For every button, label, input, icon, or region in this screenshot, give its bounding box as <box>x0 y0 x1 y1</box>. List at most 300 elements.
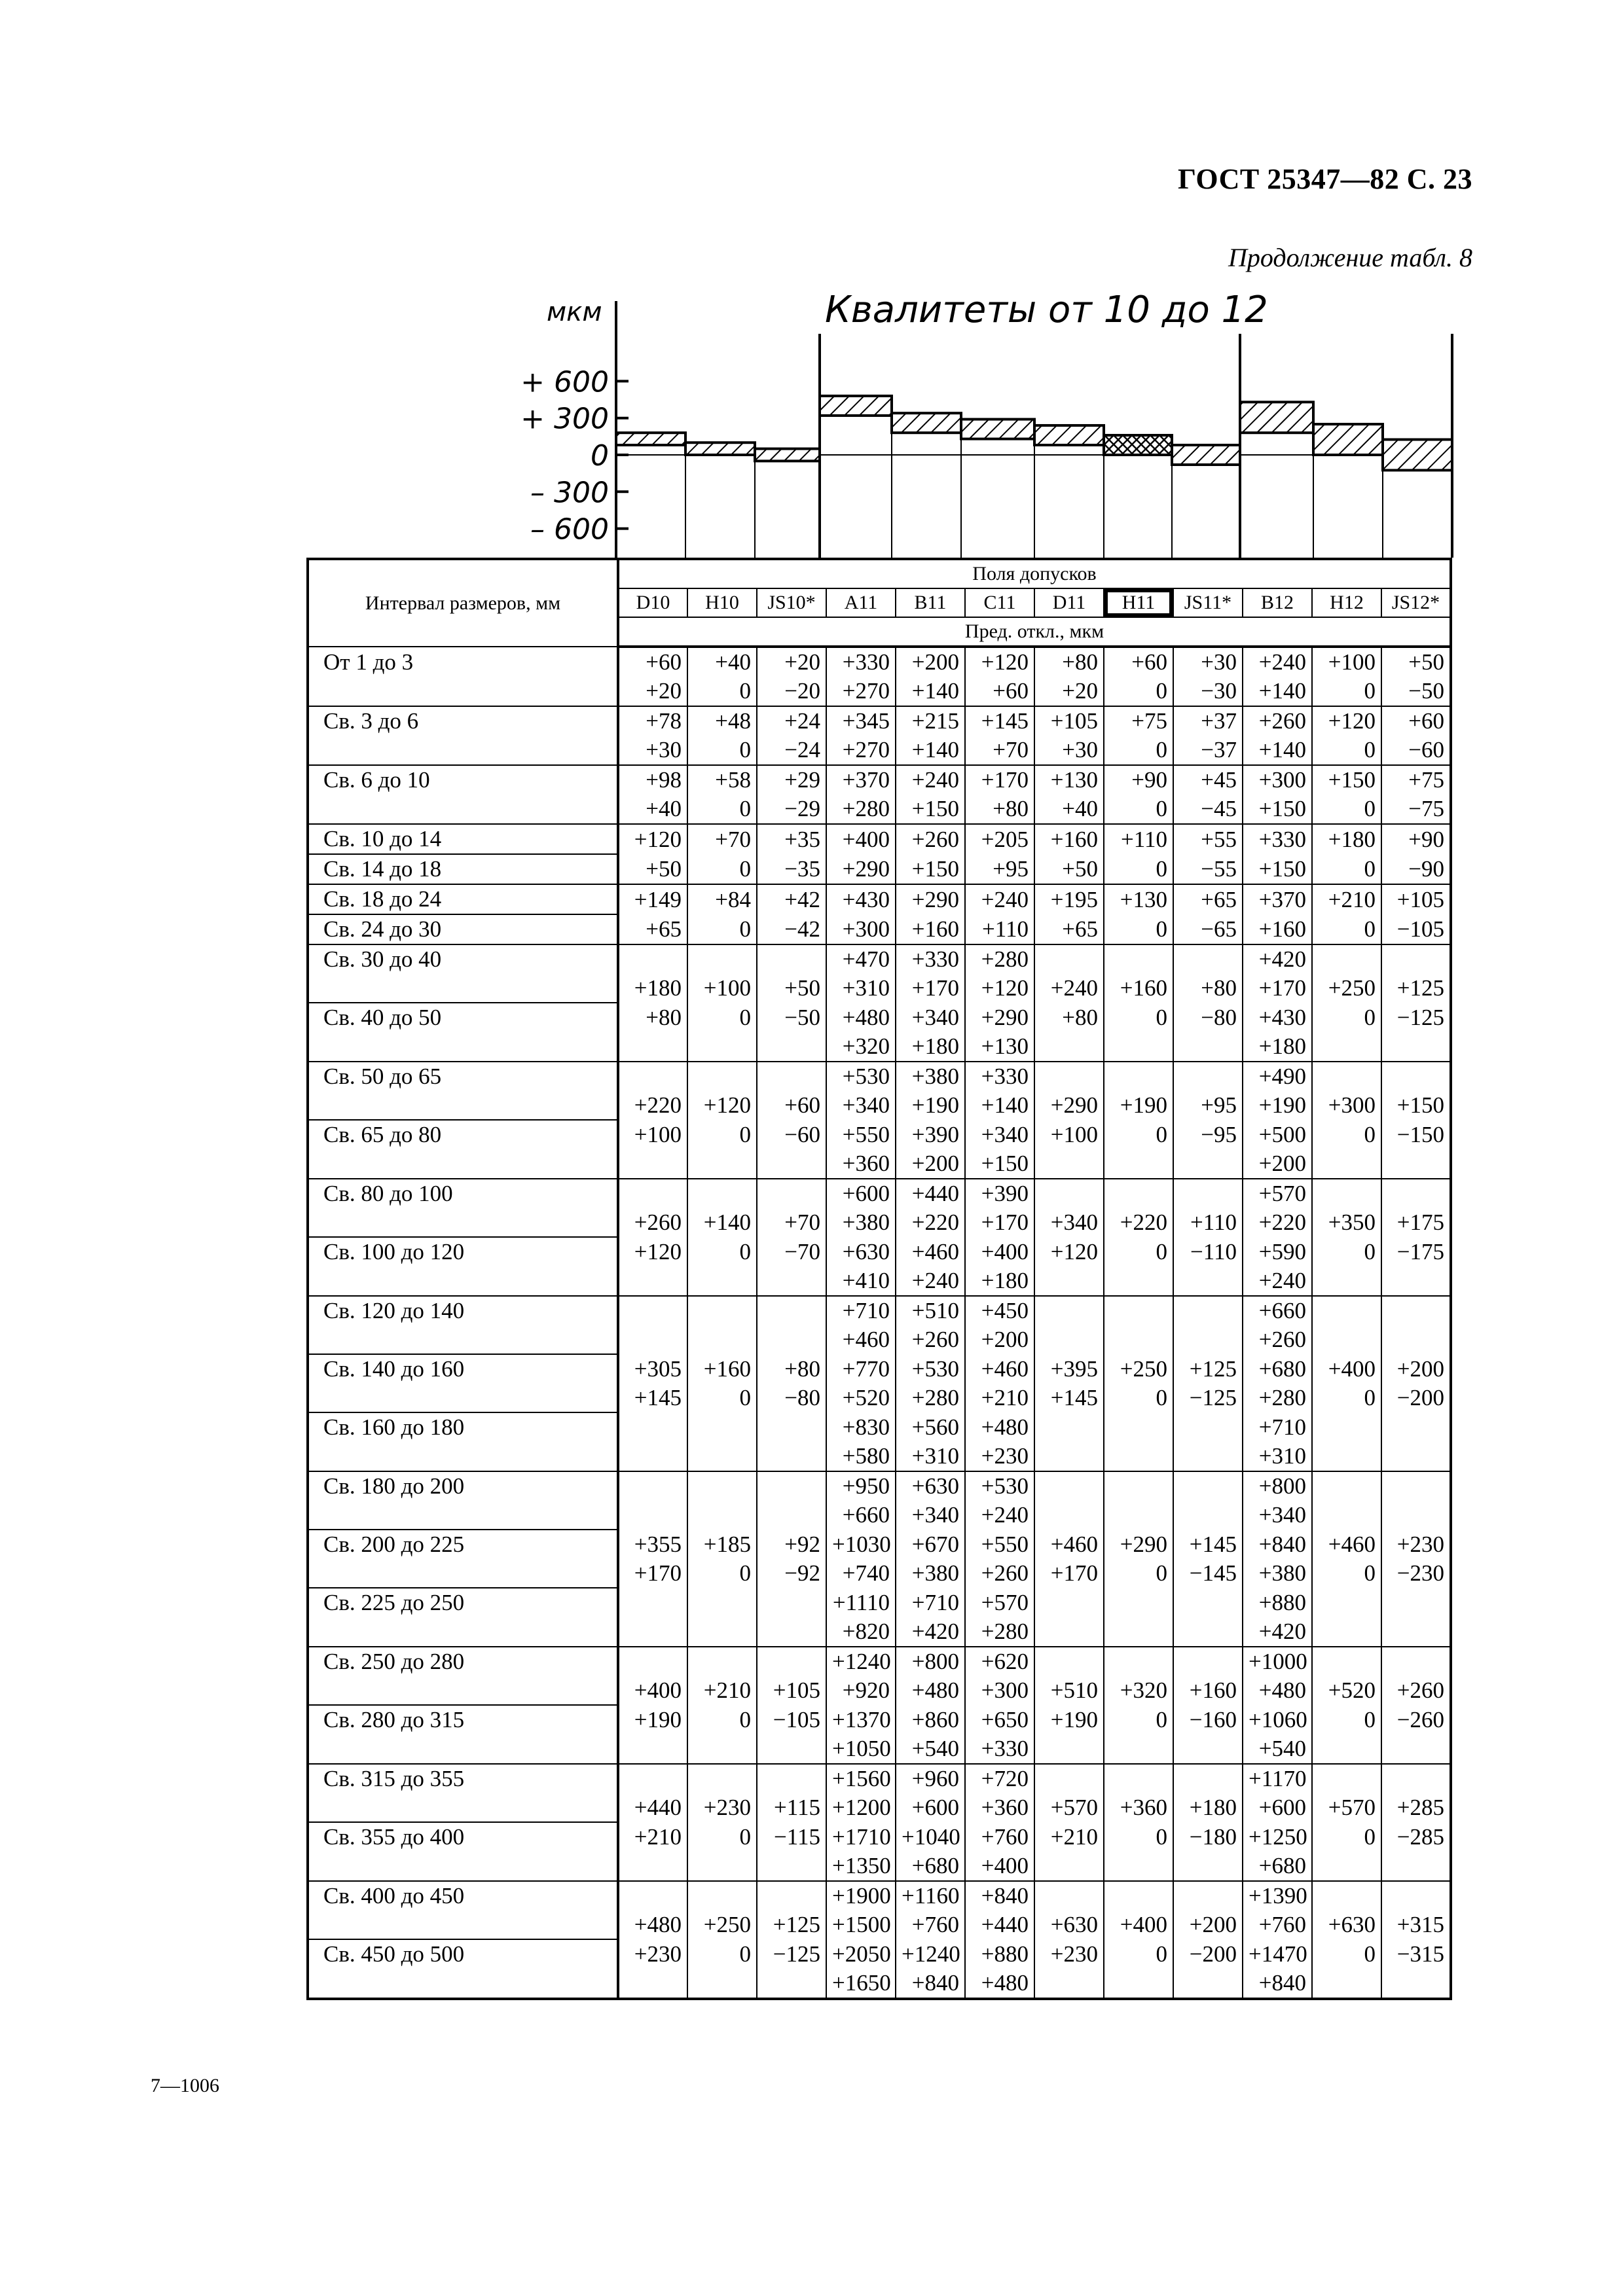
deviation-cell: +140 <box>896 736 965 765</box>
deviation-cell: 0 <box>1312 1237 1381 1266</box>
deviation-cell: +480 <box>618 1910 687 1939</box>
deviation-cell: +560 <box>896 1412 965 1442</box>
deviation-cell: +200 <box>1381 1354 1451 1384</box>
deviation-cell <box>1034 1764 1104 1793</box>
deviation-cell: +710 <box>826 1296 896 1325</box>
deviation-cell: +160 <box>1243 914 1312 944</box>
deviation-cell <box>1173 1764 1243 1793</box>
deviation-cell: +290 <box>896 884 965 914</box>
deviation-cell: +860 <box>896 1705 965 1734</box>
deviation-cell: +145 <box>1034 1384 1104 1412</box>
deviation-cell <box>1173 1881 1243 1910</box>
deviation-cell <box>1381 1852 1451 1881</box>
deviation-cell: +285 <box>1381 1793 1451 1822</box>
deviation-cell: −115 <box>757 1822 826 1852</box>
interval-label: Св. 24 до 30 <box>308 914 618 944</box>
deviation-cell: +630 <box>1312 1910 1381 1939</box>
table-row <box>308 1032 1451 1062</box>
deviation-cell <box>1104 1852 1173 1881</box>
deviation-cell: +130 <box>1104 884 1173 914</box>
deviation-cell: +1200 <box>826 1793 896 1822</box>
deviation-cell <box>757 1764 826 1793</box>
deviation-cell <box>1312 1266 1381 1296</box>
deviation-cell: −110 <box>1173 1237 1243 1266</box>
deviation-cell <box>1173 1266 1243 1296</box>
deviation-cell: −285 <box>1381 1822 1451 1852</box>
deviation-cell <box>1104 1471 1173 1501</box>
deviation-cell <box>1034 1852 1104 1881</box>
deviation-cell: −70 <box>757 1237 826 1266</box>
deviation-cell: 0 <box>1104 854 1173 884</box>
deviation-cell: +400 <box>618 1676 687 1705</box>
table-row <box>308 1530 1451 1559</box>
deviation-cell <box>618 1881 687 1910</box>
deviation-cell: +60 <box>1381 706 1451 736</box>
deviation-cell: +60 <box>965 677 1034 706</box>
deviation-cell: +660 <box>1243 1296 1312 1325</box>
deviation-cell: +58 <box>687 765 757 795</box>
deviation-cell: +120 <box>1034 1237 1104 1266</box>
interval-label <box>308 1501 618 1530</box>
deviation-cell: +1050 <box>826 1734 896 1764</box>
table-row <box>308 1325 1451 1354</box>
deviation-cell <box>1104 1325 1173 1354</box>
deviation-cell: +820 <box>826 1617 896 1647</box>
deviation-cell <box>687 1588 757 1617</box>
deviation-cell: +880 <box>965 1939 1034 1969</box>
deviation-cell: +490 <box>1243 1062 1312 1091</box>
deviation-cell: +180 <box>896 1032 965 1062</box>
deviation-cell: +320 <box>1104 1676 1173 1705</box>
deviation-cell: +380 <box>896 1559 965 1588</box>
deviation-cell: −92 <box>757 1559 826 1588</box>
deviation-cell <box>1104 1617 1173 1647</box>
deviation-cell: +800 <box>896 1647 965 1676</box>
deviation-cell: −105 <box>757 1705 826 1734</box>
deviation-cell: +460 <box>826 1325 896 1354</box>
deviation-cell <box>618 1617 687 1647</box>
deviation-cell: +680 <box>896 1852 965 1881</box>
deviation-cell <box>1034 1032 1104 1062</box>
deviation-cell: +215 <box>896 706 965 736</box>
table-row <box>308 944 1451 974</box>
deviation-cell: +205 <box>965 824 1034 854</box>
deviation-cell: +140 <box>896 677 965 706</box>
deviation-cell: 0 <box>1312 1003 1381 1032</box>
interval-label <box>308 974 618 1003</box>
table-row <box>308 1296 1451 1325</box>
interval-label: Св. 10 до 14 <box>308 824 618 854</box>
deviation-cell <box>1312 1296 1381 1325</box>
deviation-cell: +210 <box>618 1822 687 1852</box>
deviation-cell: +125 <box>757 1910 826 1939</box>
deviation-cell: +65 <box>1173 884 1243 914</box>
deviation-cell: +800 <box>1243 1471 1312 1501</box>
deviation-cell: +290 <box>965 1003 1034 1032</box>
deviation-cell: +400 <box>965 1852 1034 1881</box>
deviation-cell <box>1312 1442 1381 1471</box>
deviation-cell: +300 <box>965 1676 1034 1705</box>
deviation-cell <box>687 1647 757 1676</box>
deviation-cell <box>1173 1852 1243 1881</box>
interval-label <box>308 1617 618 1647</box>
deviation-cell <box>1173 1149 1243 1179</box>
deviation-cell: +80 <box>1034 647 1104 677</box>
deviation-cell: +160 <box>1034 824 1104 854</box>
deviation-cell: +330 <box>826 647 896 677</box>
deviation-cell: +100 <box>1034 1120 1104 1149</box>
interval-label: Св. 65 до 80 <box>308 1120 618 1149</box>
diagram-unit: мкм <box>547 297 602 327</box>
table-row <box>308 1266 1451 1296</box>
deviation-cell <box>618 1442 687 1471</box>
deviation-cell: +149 <box>618 884 687 914</box>
deviation-cell: +180 <box>1243 1032 1312 1062</box>
deviation-cell: +260 <box>1381 1676 1451 1705</box>
deviation-cell: +500 <box>1243 1120 1312 1149</box>
deviation-cell <box>618 1266 687 1296</box>
deviation-cell: −50 <box>757 1003 826 1032</box>
tolerance-field-b12 <box>1240 402 1313 433</box>
deviation-cell: 0 <box>1104 1120 1173 1149</box>
table-row <box>308 1647 1451 1676</box>
deviation-cell: +680 <box>1243 1354 1312 1384</box>
deviation-cell: +250 <box>1104 1354 1173 1384</box>
deviation-cell: 0 <box>1312 795 1381 824</box>
deviation-cell <box>1312 1969 1381 1999</box>
deviation-cell: 0 <box>1104 914 1173 944</box>
deviation-cell: −60 <box>1381 736 1451 765</box>
deviation-cell: +370 <box>826 765 896 795</box>
deviation-cell: −75 <box>1381 795 1451 824</box>
deviation-cell: −55 <box>1173 854 1243 884</box>
deviation-cell: +220 <box>896 1208 965 1237</box>
deviation-cell: +400 <box>1104 1910 1173 1939</box>
deviation-cell: +150 <box>896 854 965 884</box>
table-row <box>308 647 1451 677</box>
deviation-cell: +95 <box>965 854 1034 884</box>
interval-label: Св. 200 до 225 <box>308 1530 618 1559</box>
deviation-cell: +1160 <box>896 1881 965 1910</box>
interval-label <box>308 1793 618 1822</box>
deviation-cell: +1470 <box>1243 1939 1312 1969</box>
deviation-cell: +70 <box>965 736 1034 765</box>
deviation-cell: +315 <box>1381 1910 1451 1939</box>
deviation-cell: +400 <box>965 1237 1034 1266</box>
deviation-cell: +270 <box>826 736 896 765</box>
tolerance-field-js10-star <box>755 449 820 461</box>
deviation-cell <box>757 1647 826 1676</box>
deviation-cell: +140 <box>1243 677 1312 706</box>
deviation-cell: +600 <box>896 1793 965 1822</box>
deviation-cell: +280 <box>965 1617 1034 1647</box>
deviation-cell: +290 <box>1104 1530 1173 1559</box>
deviation-cell: +125 <box>1173 1354 1243 1384</box>
tolerance-table <box>306 558 1452 2000</box>
deviation-cell: +470 <box>826 944 896 974</box>
deviation-cell: 0 <box>1312 1939 1381 1969</box>
deviation-cell: +420 <box>1243 944 1312 974</box>
interval-label: Св. 180 до 200 <box>308 1471 618 1501</box>
deviation-cell: +420 <box>896 1617 965 1647</box>
deviation-cell: +760 <box>965 1822 1034 1852</box>
deviation-cell: +240 <box>965 884 1034 914</box>
interval-label: Св. 400 до 450 <box>308 1881 618 1910</box>
deviation-cell: +190 <box>618 1705 687 1734</box>
deviation-cell <box>1104 1032 1173 1062</box>
deviation-cell <box>1104 1588 1173 1617</box>
deviation-cell: +105 <box>1381 884 1451 914</box>
deviation-cell <box>1312 1501 1381 1530</box>
deviation-cell <box>687 1881 757 1910</box>
deviation-cell: −145 <box>1173 1559 1243 1588</box>
deviation-cell: +280 <box>965 944 1034 974</box>
deviation-cell: +50 <box>1381 647 1451 677</box>
deviation-cell: +120 <box>618 1237 687 1266</box>
deviation-cell: +300 <box>826 914 896 944</box>
deviation-cell: +480 <box>826 1003 896 1032</box>
deviation-cell: +600 <box>826 1179 896 1208</box>
deviation-cell: 0 <box>687 1559 757 1588</box>
deviation-cell: +570 <box>1034 1793 1104 1822</box>
table-row <box>308 1939 1451 1969</box>
deviation-cell: +260 <box>1243 706 1312 736</box>
deviation-cell: +305 <box>618 1354 687 1384</box>
deviation-cell: −200 <box>1173 1939 1243 1969</box>
table-row <box>308 795 1451 824</box>
deviation-cell <box>687 1442 757 1471</box>
interval-label: Св. 40 до 50 <box>308 1003 618 1032</box>
deviation-cell: 0 <box>687 736 757 765</box>
deviation-cell: +230 <box>1034 1939 1104 1969</box>
deviation-cell: 0 <box>1104 1384 1173 1412</box>
interval-label: Св. 120 до 140 <box>308 1296 618 1325</box>
deviation-cell: +1710 <box>826 1822 896 1852</box>
deviation-cell: +380 <box>826 1208 896 1237</box>
deviation-cell: +1900 <box>826 1881 896 1910</box>
deviation-cell: +110 <box>1104 824 1173 854</box>
deviation-cell <box>618 1179 687 1208</box>
deviation-cell: +220 <box>618 1091 687 1120</box>
deviation-cell <box>687 1325 757 1354</box>
deviation-cell <box>618 1325 687 1354</box>
deviation-cell: +330 <box>896 944 965 974</box>
deviation-cell: +195 <box>1034 884 1104 914</box>
deviation-cell: −160 <box>1173 1705 1243 1734</box>
deviation-cell <box>1381 1764 1451 1793</box>
table-row <box>308 1412 1451 1442</box>
deviation-cell: +145 <box>618 1384 687 1412</box>
table-row <box>308 1442 1451 1471</box>
deviation-cell: +150 <box>1381 1091 1451 1120</box>
deviation-cell: +530 <box>826 1062 896 1091</box>
deviation-cell <box>687 1412 757 1442</box>
deviation-cell: +310 <box>896 1442 965 1471</box>
deviation-cell: +200 <box>1243 1149 1312 1179</box>
deviation-cell: +170 <box>896 974 965 1003</box>
deviation-cell: +280 <box>826 795 896 824</box>
page-footer-code: 7—1006 <box>151 2075 219 2096</box>
table-row <box>308 1120 1451 1149</box>
table-row <box>308 1881 1451 1910</box>
deviation-cell <box>1173 1062 1243 1091</box>
deviation-cell: −150 <box>1381 1120 1451 1149</box>
deviation-cell: +680 <box>1243 1852 1312 1881</box>
deviation-cell: +140 <box>965 1091 1034 1120</box>
deviation-cell <box>757 1325 826 1354</box>
deviation-cell: 0 <box>687 854 757 884</box>
deviation-cell: +480 <box>896 1676 965 1705</box>
deviation-cell <box>1034 944 1104 974</box>
deviation-cell: +370 <box>1243 884 1312 914</box>
deviation-cell: +960 <box>896 1764 965 1793</box>
deviation-cell: −42 <box>757 914 826 944</box>
deviation-cell <box>757 1471 826 1501</box>
table-row <box>308 1062 1451 1091</box>
table-row <box>308 1559 1451 1588</box>
deviation-cell: −20 <box>757 677 826 706</box>
deviation-cell: +510 <box>1034 1676 1104 1705</box>
deviation-cell: +920 <box>826 1676 896 1705</box>
deviation-cell <box>618 1764 687 1793</box>
deviation-cell: +510 <box>896 1296 965 1325</box>
deviation-cell: −125 <box>1381 1003 1451 1032</box>
deviation-cell <box>618 1149 687 1179</box>
deviation-cell: +2050 <box>826 1939 896 1969</box>
deviation-cell <box>1312 1588 1381 1617</box>
deviation-cell: 0 <box>1312 1384 1381 1412</box>
field-header-h10: H10 <box>687 588 757 617</box>
deviation-cell: +210 <box>1312 884 1381 914</box>
deviation-cell: −29 <box>757 795 826 824</box>
deviation-cell: +230 <box>687 1793 757 1822</box>
table-row <box>308 677 1451 706</box>
interval-label: Св. 14 до 18 <box>308 854 618 884</box>
deviation-cell <box>687 1734 757 1764</box>
deviation-cell: +340 <box>965 1120 1034 1149</box>
table-continuation-note: Продолжение табл. 8 <box>1228 243 1472 272</box>
deviation-cell <box>1104 1764 1173 1793</box>
deviation-cell <box>757 1149 826 1179</box>
deviation-cell: +290 <box>1034 1091 1104 1120</box>
interval-label <box>308 795 618 824</box>
interval-label: Св. 450 до 500 <box>308 1939 618 1969</box>
deviation-cell: +1390 <box>1243 1881 1312 1910</box>
deviation-cell <box>1034 1325 1104 1354</box>
deviation-cell: +740 <box>826 1559 896 1588</box>
deviation-cell <box>1034 1617 1104 1647</box>
deviation-cell <box>1381 1149 1451 1179</box>
deviation-cell: +80 <box>757 1354 826 1384</box>
interval-label <box>308 736 618 765</box>
deviation-cell: +130 <box>965 1032 1034 1062</box>
field-header-js12-star: JS12* <box>1381 588 1451 617</box>
y-tick-label: – 300 <box>530 476 609 510</box>
deviation-cell: +310 <box>826 974 896 1003</box>
deviation-cell: +530 <box>965 1471 1034 1501</box>
deviation-cell <box>1381 1062 1451 1091</box>
deviation-cell: +570 <box>1243 1179 1312 1208</box>
deviation-cell: +400 <box>1312 1354 1381 1384</box>
deviation-cell <box>757 1501 826 1530</box>
deviation-cell: +380 <box>1243 1559 1312 1588</box>
deviation-cell <box>1104 1062 1173 1091</box>
deviation-cell: −24 <box>757 736 826 765</box>
deviation-cell: 0 <box>1104 1003 1173 1032</box>
table-row <box>308 1149 1451 1179</box>
table-row <box>308 1676 1451 1705</box>
tolerance-field-js12-star <box>1383 440 1452 471</box>
deviation-cell <box>1381 1179 1451 1208</box>
deviation-cell: +50 <box>618 854 687 884</box>
deviation-cell <box>687 1266 757 1296</box>
deviation-cell: +300 <box>1243 765 1312 795</box>
interval-label: Св. 225 до 250 <box>308 1588 618 1617</box>
deviation-cell: +100 <box>618 1120 687 1149</box>
table-row <box>308 1793 1451 1822</box>
deviation-cell: +460 <box>965 1354 1034 1384</box>
deviation-cell <box>1312 1881 1381 1910</box>
deviation-cell: +65 <box>618 914 687 944</box>
deviation-cell: −315 <box>1381 1939 1451 1969</box>
deviation-cell <box>687 1149 757 1179</box>
deviation-cell: +30 <box>1034 736 1104 765</box>
deviation-cell: +340 <box>896 1003 965 1032</box>
interval-label <box>308 1852 618 1881</box>
deviation-cell: +240 <box>1243 647 1312 677</box>
deviation-cell: +630 <box>826 1237 896 1266</box>
deviation-cell: −95 <box>1173 1120 1243 1149</box>
interval-label <box>308 1266 618 1296</box>
deviation-cell <box>1173 1734 1243 1764</box>
interval-label: Св. 50 до 65 <box>308 1062 618 1091</box>
table-row <box>308 824 1451 854</box>
deviation-cell: +620 <box>965 1647 1034 1676</box>
deviation-cell <box>1381 1969 1451 1999</box>
interval-label: Св. 280 до 315 <box>308 1705 618 1734</box>
deviation-cell: +150 <box>1243 854 1312 884</box>
deviation-cell <box>1312 1852 1381 1881</box>
deviation-cell: +660 <box>826 1501 896 1530</box>
deviation-cell: +120 <box>687 1091 757 1120</box>
interval-label: Св. 3 до 6 <box>308 706 618 736</box>
deviation-cell: −35 <box>757 854 826 884</box>
deviation-cell <box>1034 1179 1104 1208</box>
deviation-cell <box>757 1296 826 1325</box>
deviation-cell <box>1312 1617 1381 1647</box>
deviation-cell: −60 <box>757 1120 826 1149</box>
deviation-cell: +95 <box>1173 1091 1243 1120</box>
deviation-cell <box>757 1442 826 1471</box>
interval-label: Св. 6 до 10 <box>308 765 618 795</box>
deviation-cell: 0 <box>1104 1822 1173 1852</box>
deviation-cell: +360 <box>965 1793 1034 1822</box>
deviation-cell: +240 <box>896 1266 965 1296</box>
deviation-cell: +520 <box>1312 1676 1381 1705</box>
deviation-cell: +330 <box>965 1734 1034 1764</box>
deviation-cell <box>1381 944 1451 974</box>
deviation-cell: +220 <box>1243 1208 1312 1237</box>
deviation-cell: +92 <box>757 1530 826 1559</box>
deviation-cell: +330 <box>965 1062 1034 1091</box>
deviation-cell <box>618 1032 687 1062</box>
deviation-cell: 0 <box>1312 854 1381 884</box>
deviation-cell <box>687 1852 757 1881</box>
deviation-cell: +180 <box>965 1266 1034 1296</box>
deviation-cell: +240 <box>965 1501 1034 1530</box>
deviation-cell <box>1312 1325 1381 1354</box>
deviation-cell <box>1381 1266 1451 1296</box>
